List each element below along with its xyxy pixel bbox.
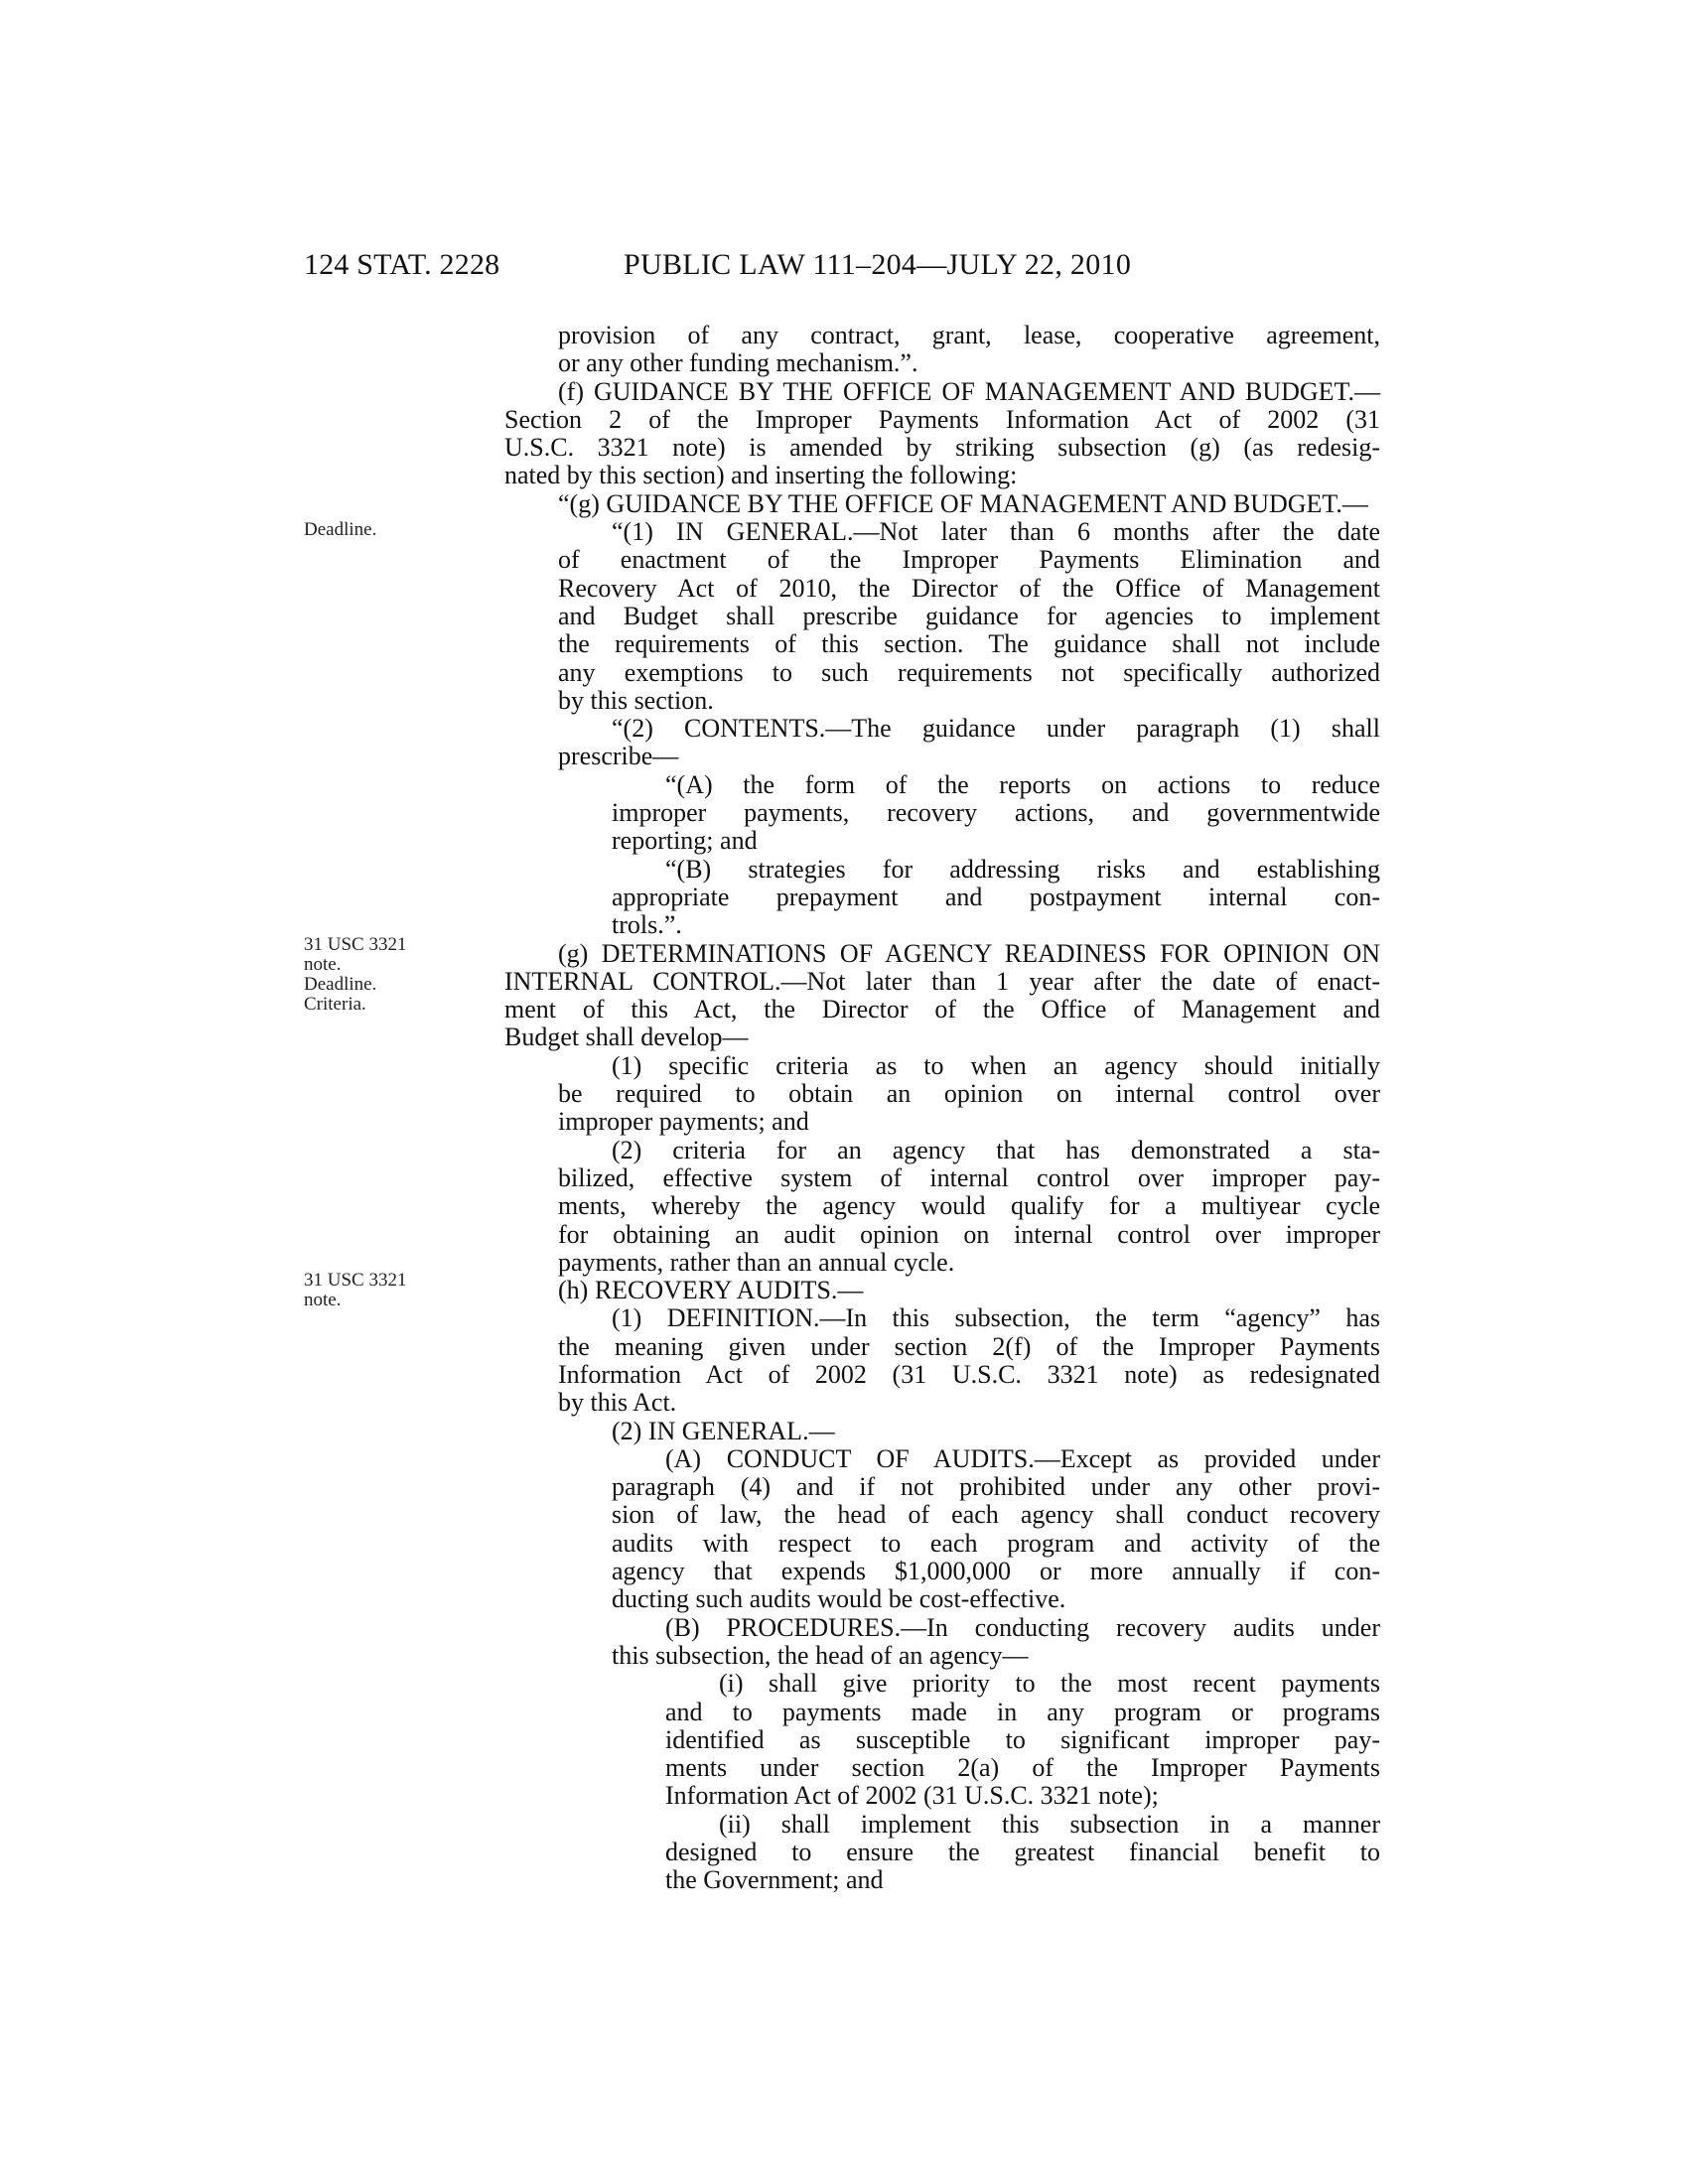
subparagraph-procedures: (B) PROCEDURES.—In conducting recovery audits under: [665, 1612, 1380, 1642]
text-line: trols.”.: [612, 910, 682, 940]
text-line: appropriate prepayment and postpayment internal con-: [612, 882, 1380, 911]
subsection-heading-f: (f) GUIDANCE BY THE OFFICE OF MANAGEMENT AND BUDGET.—: [558, 376, 1380, 406]
text-line: the Government; and: [665, 1865, 884, 1895]
text-line: Section 2 of the Improper Payments Information Act of 2002 (31: [504, 404, 1380, 434]
subsection-heading-g: (g) DETERMINATIONS OF AGENCY READINESS FOR OPINION ON: [558, 938, 1380, 968]
sidenote-line: Criteria.: [304, 994, 366, 1015]
text-line: designed to ensure the greatest financial benefit to: [665, 1838, 1380, 1867]
text-line: ments, whereby the agency would qualify for a multiyear cycle: [558, 1191, 1380, 1221]
text-line: improper payments; and: [558, 1107, 809, 1137]
text-line: the meaning given under section 2(f) of the Improper Payments: [558, 1331, 1380, 1361]
subparagraph-a: “(A) the form of the reports on actions to reduce: [665, 769, 1380, 799]
text-line: be required to obtain an opinion on internal control over: [558, 1079, 1380, 1109]
statute-body-text: [504, 322, 1380, 1895]
sidenote-line: 31 USC 3321: [304, 1270, 407, 1291]
text-line: provision of any contract, grant, lease, cooperative agreement,: [558, 321, 1380, 349]
text-line: of enactment of the Improper Payments Elimination and: [558, 545, 1380, 575]
paragraph-heading-1: “(1) IN GENERAL.—Not later than 6 months after the date: [612, 517, 1380, 547]
text-line: sion of law, the head of each agency shall conduct recovery: [612, 1500, 1380, 1530]
sidenote-line: Deadline.: [304, 519, 377, 540]
sidenote-subsection-h: [304, 1271, 406, 1310]
text-line: by this section.: [558, 685, 714, 715]
sidenote-subsection-g: [304, 935, 406, 1015]
text-line: by this Act.: [558, 1388, 677, 1418]
sidenote-line: note.: [304, 954, 342, 975]
text-line: and to payments made in any program or programs: [665, 1697, 1380, 1726]
quoted-subsection-heading-g: “(g) GUIDANCE BY THE OFFICE OF MANAGEMENT AND BUDGET.—: [558, 488, 1368, 518]
text-line: ments under section 2(a) of the Improper Payments: [665, 1753, 1380, 1783]
sidenote-line: Deadline.: [304, 974, 377, 995]
text-line: prescribe—: [558, 742, 679, 771]
sidenote-line: 31 USC 3321: [304, 934, 407, 955]
paragraph-2: (2) criteria for an agency that has demonstrated a sta-: [612, 1135, 1380, 1164]
paragraph-heading-2: “(2) CONTENTS.—The guidance under paragraph (1) shall: [612, 714, 1380, 744]
subparagraph-conduct-of-audits: (A) CONDUCT OF AUDITS.—Except as provided under: [665, 1443, 1380, 1473]
public-law-title: PUBLIC LAW 111–204—JULY 22, 2010: [624, 248, 1132, 281]
text-line: this subsection, the head of an agency—: [612, 1640, 1029, 1670]
text-line: ment of this Act, the Director of the Office of Management and: [504, 995, 1380, 1024]
text-line: reporting; and: [612, 826, 758, 856]
text-line: identified as susceptible to significant improper pay-: [665, 1724, 1380, 1754]
subsection-heading-h: (h) RECOVERY AUDITS.—: [558, 1276, 864, 1305]
text-line: the requirements of this section. The guidance shall not include: [558, 629, 1380, 659]
paragraph-1: (1) specific criteria as to when an agency should initially: [612, 1050, 1380, 1080]
paragraph-heading-in-general: (2) IN GENERAL.—: [612, 1416, 835, 1445]
text-line: Information Act of 2002 (31 U.S.C. 3321 note) as redesignated: [558, 1359, 1380, 1389]
text-line: for obtaining an audit opinion on internal control over improper: [558, 1219, 1380, 1249]
text-line: agency that expends $1,000,000 or more annually if con-: [612, 1557, 1380, 1586]
text-line: U.S.C. 3321 note) is amended by striking subsection (g) (as redesig-: [504, 433, 1380, 463]
text-line: improper payments, recovery actions, and governmentwide: [612, 798, 1380, 828]
text-line: bilized, effective system of internal control over improper pay-: [558, 1162, 1380, 1192]
text-line: nated by this section) and inserting the following:: [504, 461, 1018, 490]
text-line: Information Act of 2002 (31 U.S.C. 3321 note);: [665, 1781, 1159, 1811]
text-line: Budget shall develop—: [504, 1023, 749, 1052]
sidenote-line: note.: [304, 1290, 342, 1310]
page-header: [304, 248, 1376, 288]
clause-i: (i) shall give priority to the most recent payments: [719, 1669, 1380, 1699]
text-line: ducting such audits would be cost-effective.: [612, 1584, 1066, 1614]
text-line: audits with respect to each program and activity of the: [612, 1528, 1380, 1558]
text-line: and Budget shall prescribe guidance for agencies to implement: [558, 601, 1380, 630]
sidenote-deadline: [304, 520, 376, 540]
paragraph-heading-definition: (1) DEFINITION.—In this subsection, the term “agency” has: [612, 1303, 1380, 1333]
text-line: payments, rather than an annual cycle.: [558, 1247, 955, 1277]
statute-page-reference: 124 STAT. 2228: [304, 248, 500, 281]
text-line: INTERNAL CONTROL.—Not later than 1 year after the date of enact-: [504, 966, 1380, 996]
clause-ii: (ii) shall implement this subsection in a manner: [719, 1809, 1380, 1839]
subparagraph-b: “(B) strategies for addressing risks and establishing: [665, 854, 1380, 884]
text-line: paragraph (4) and if not prohibited under any other provi-: [612, 1472, 1380, 1502]
text-line: any exemptions to such requirements not specifically authorized: [558, 657, 1380, 687]
text-line: or any other funding mechanism.”.: [558, 348, 918, 378]
text-line: Recovery Act of 2010, the Director of the Office of Management: [558, 573, 1380, 603]
